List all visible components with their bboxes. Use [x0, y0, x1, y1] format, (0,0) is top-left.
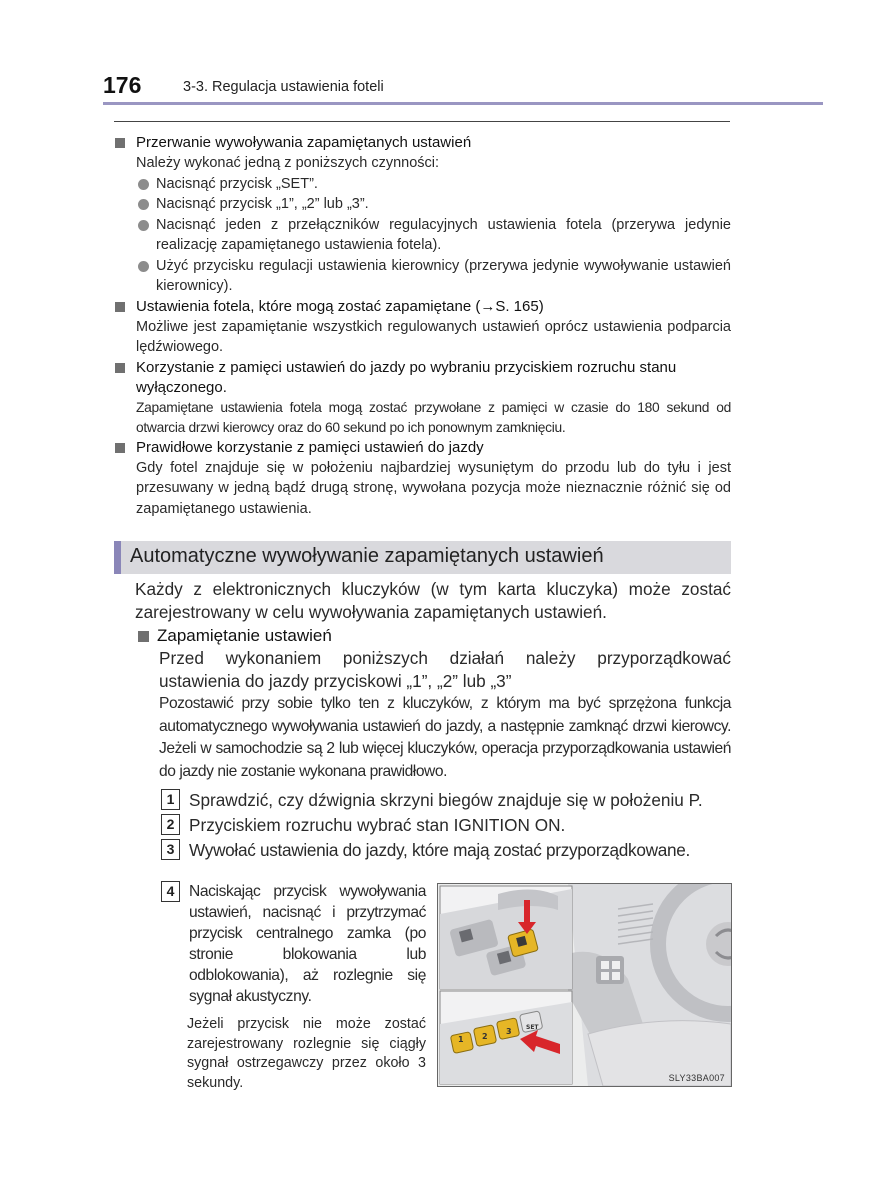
heading-memory-after-off: Korzystanie z pamięci ustawień do jazdy po wybraniu przyciskiem rozruchu stanu wyłączonego.	[114, 358, 731, 398]
heading-memorable-settings: Ustawienia fotela, które mogą zostać zapamiętane (→S. 165)	[114, 297, 731, 317]
intro-text: Należy wykonać jedną z poniższych czynności:	[136, 155, 440, 171]
step-note: Jeżeli przycisk nie może zostać zarejestrowany rozlegnie się ciągły sygnał ostrzegawczy przez około 3 sekundy.	[187, 1016, 426, 1091]
step-text: Naciskając przycisk wywoływania ustawień, nacisnąć i przytrzymać przycisk centralnego zamka (po stronie blokowania lub odblokowania), aż rozlegnie się sygnał akustyczny.	[189, 883, 426, 1005]
dot-bullet-icon	[138, 179, 149, 190]
section-body	[135, 578, 731, 861]
sub-heading: Zapamiętanie ustawień	[135, 624, 731, 647]
paragraph: Zapamiętane ustawienia fotela mogą zostać przywołane z pamięci w czasie do 180 sekund od otwarcia drzwi kierowcy oraz do 60 sekund po ich ponownym zamknięciu.	[136, 399, 731, 435]
memory-button-1-label: 1	[458, 1035, 464, 1044]
set-button-label: SET	[526, 1024, 539, 1031]
heading-stop-recall: Przerwanie wywoływania zapamiętanych ustawień	[114, 133, 731, 153]
list-item: Nacisnąć przycisk „SET”.	[114, 174, 731, 195]
step-number: 3	[161, 839, 180, 860]
step-3: 3 Wywołać ustawienia do jazdy, które mają zostać przyporządkowane.	[135, 839, 731, 861]
step-number: 4	[161, 881, 180, 902]
square-bullet-icon	[115, 302, 125, 312]
square-bullet-icon	[115, 363, 125, 373]
memory-button-3-label: 3	[506, 1027, 512, 1036]
heading-proper-use: Prawidłowe korzystanie z pamięci ustawień do jazdy	[114, 438, 731, 458]
section-intro: Każdy z elektronicznych kluczyków (w tym karta kluczyka) może zostać zarejestrowany w celu wywoływania zapamiętanych ustawień.	[135, 579, 731, 622]
square-bullet-icon	[138, 631, 149, 642]
header-rule	[103, 102, 823, 105]
section-heading: Automatyczne wywoływanie zapamiętanych ustawień	[130, 545, 604, 567]
paragraph: Gdy fotel znajduje się w położeniu najbardziej wysuniętym do przodu lub do tyłu i jest przesuwany w jedną bądź drugą stronę, wywołana pozycja może nieznacznie różnić się od zapamiętanego ustawienia.	[136, 459, 731, 517]
section-heading-bar	[114, 541, 731, 574]
dot-bullet-icon	[138, 261, 149, 272]
figure-code: SLY33BA007	[668, 1073, 725, 1083]
square-bullet-icon	[115, 443, 125, 453]
notes-block	[114, 133, 731, 519]
square-bullet-icon	[115, 138, 125, 148]
section-title: 3-3. Regulacja ustawienia foteli	[183, 79, 384, 95]
dot-bullet-icon	[138, 220, 149, 231]
step-number: 2	[161, 814, 180, 835]
sub-intro: Przed wykonaniem poniższych działań należy przyporządkować ustawienia do jazdy przyciskowi „1”, „2” lub „3”	[159, 648, 731, 691]
page-header	[103, 72, 823, 106]
door-panel-illustration	[437, 883, 732, 1087]
divider	[114, 121, 730, 122]
dot-bullet-icon	[138, 199, 149, 210]
sub-note: Pozostawić przy sobie tylko ten z kluczyków, z którym ma być sprzężona funkcja automatycznego wywoływania ustawień do jazdy, a następnie zamknąć drzwi kierowcy. Jeżeli w samochodzie są 2 lub więcej kluczyków, operacja przyporządkowania ustawień do jazdy nie zostanie wykonana prawidłowo.	[159, 695, 731, 780]
section-accent	[114, 541, 121, 574]
step-1: 1 Sprawdzić, czy dźwignia skrzyni biegów znajduje się w położeniu P.	[135, 789, 731, 811]
paragraph: Możliwe jest zapamiętanie wszystkich regulowanych ustawień oprócz ustawienia podparcia lędźwiowego.	[136, 318, 731, 355]
step-4	[161, 881, 426, 1093]
list-item: Nacisnąć jeden z przełączników regulacyjnych ustawienia fotela (przerywa jedynie realizację zapamiętanego ustawienia fotela).	[114, 215, 731, 256]
step-number: 1	[161, 789, 180, 810]
list-item: Nacisnąć przycisk „1”, „2” lub „3”.	[114, 194, 731, 215]
step-2: 2 Przyciskiem rozruchu wybrać stan IGNITION ON.	[135, 814, 731, 836]
page-number: 176	[103, 72, 142, 98]
list-item: Użyć przycisku regulacji ustawienia kierownicy (przerywa jedynie wywoływanie ustawień kierownicy).	[114, 256, 731, 297]
illustration-svg	[438, 884, 731, 1086]
memory-button-2-label: 2	[482, 1032, 488, 1041]
